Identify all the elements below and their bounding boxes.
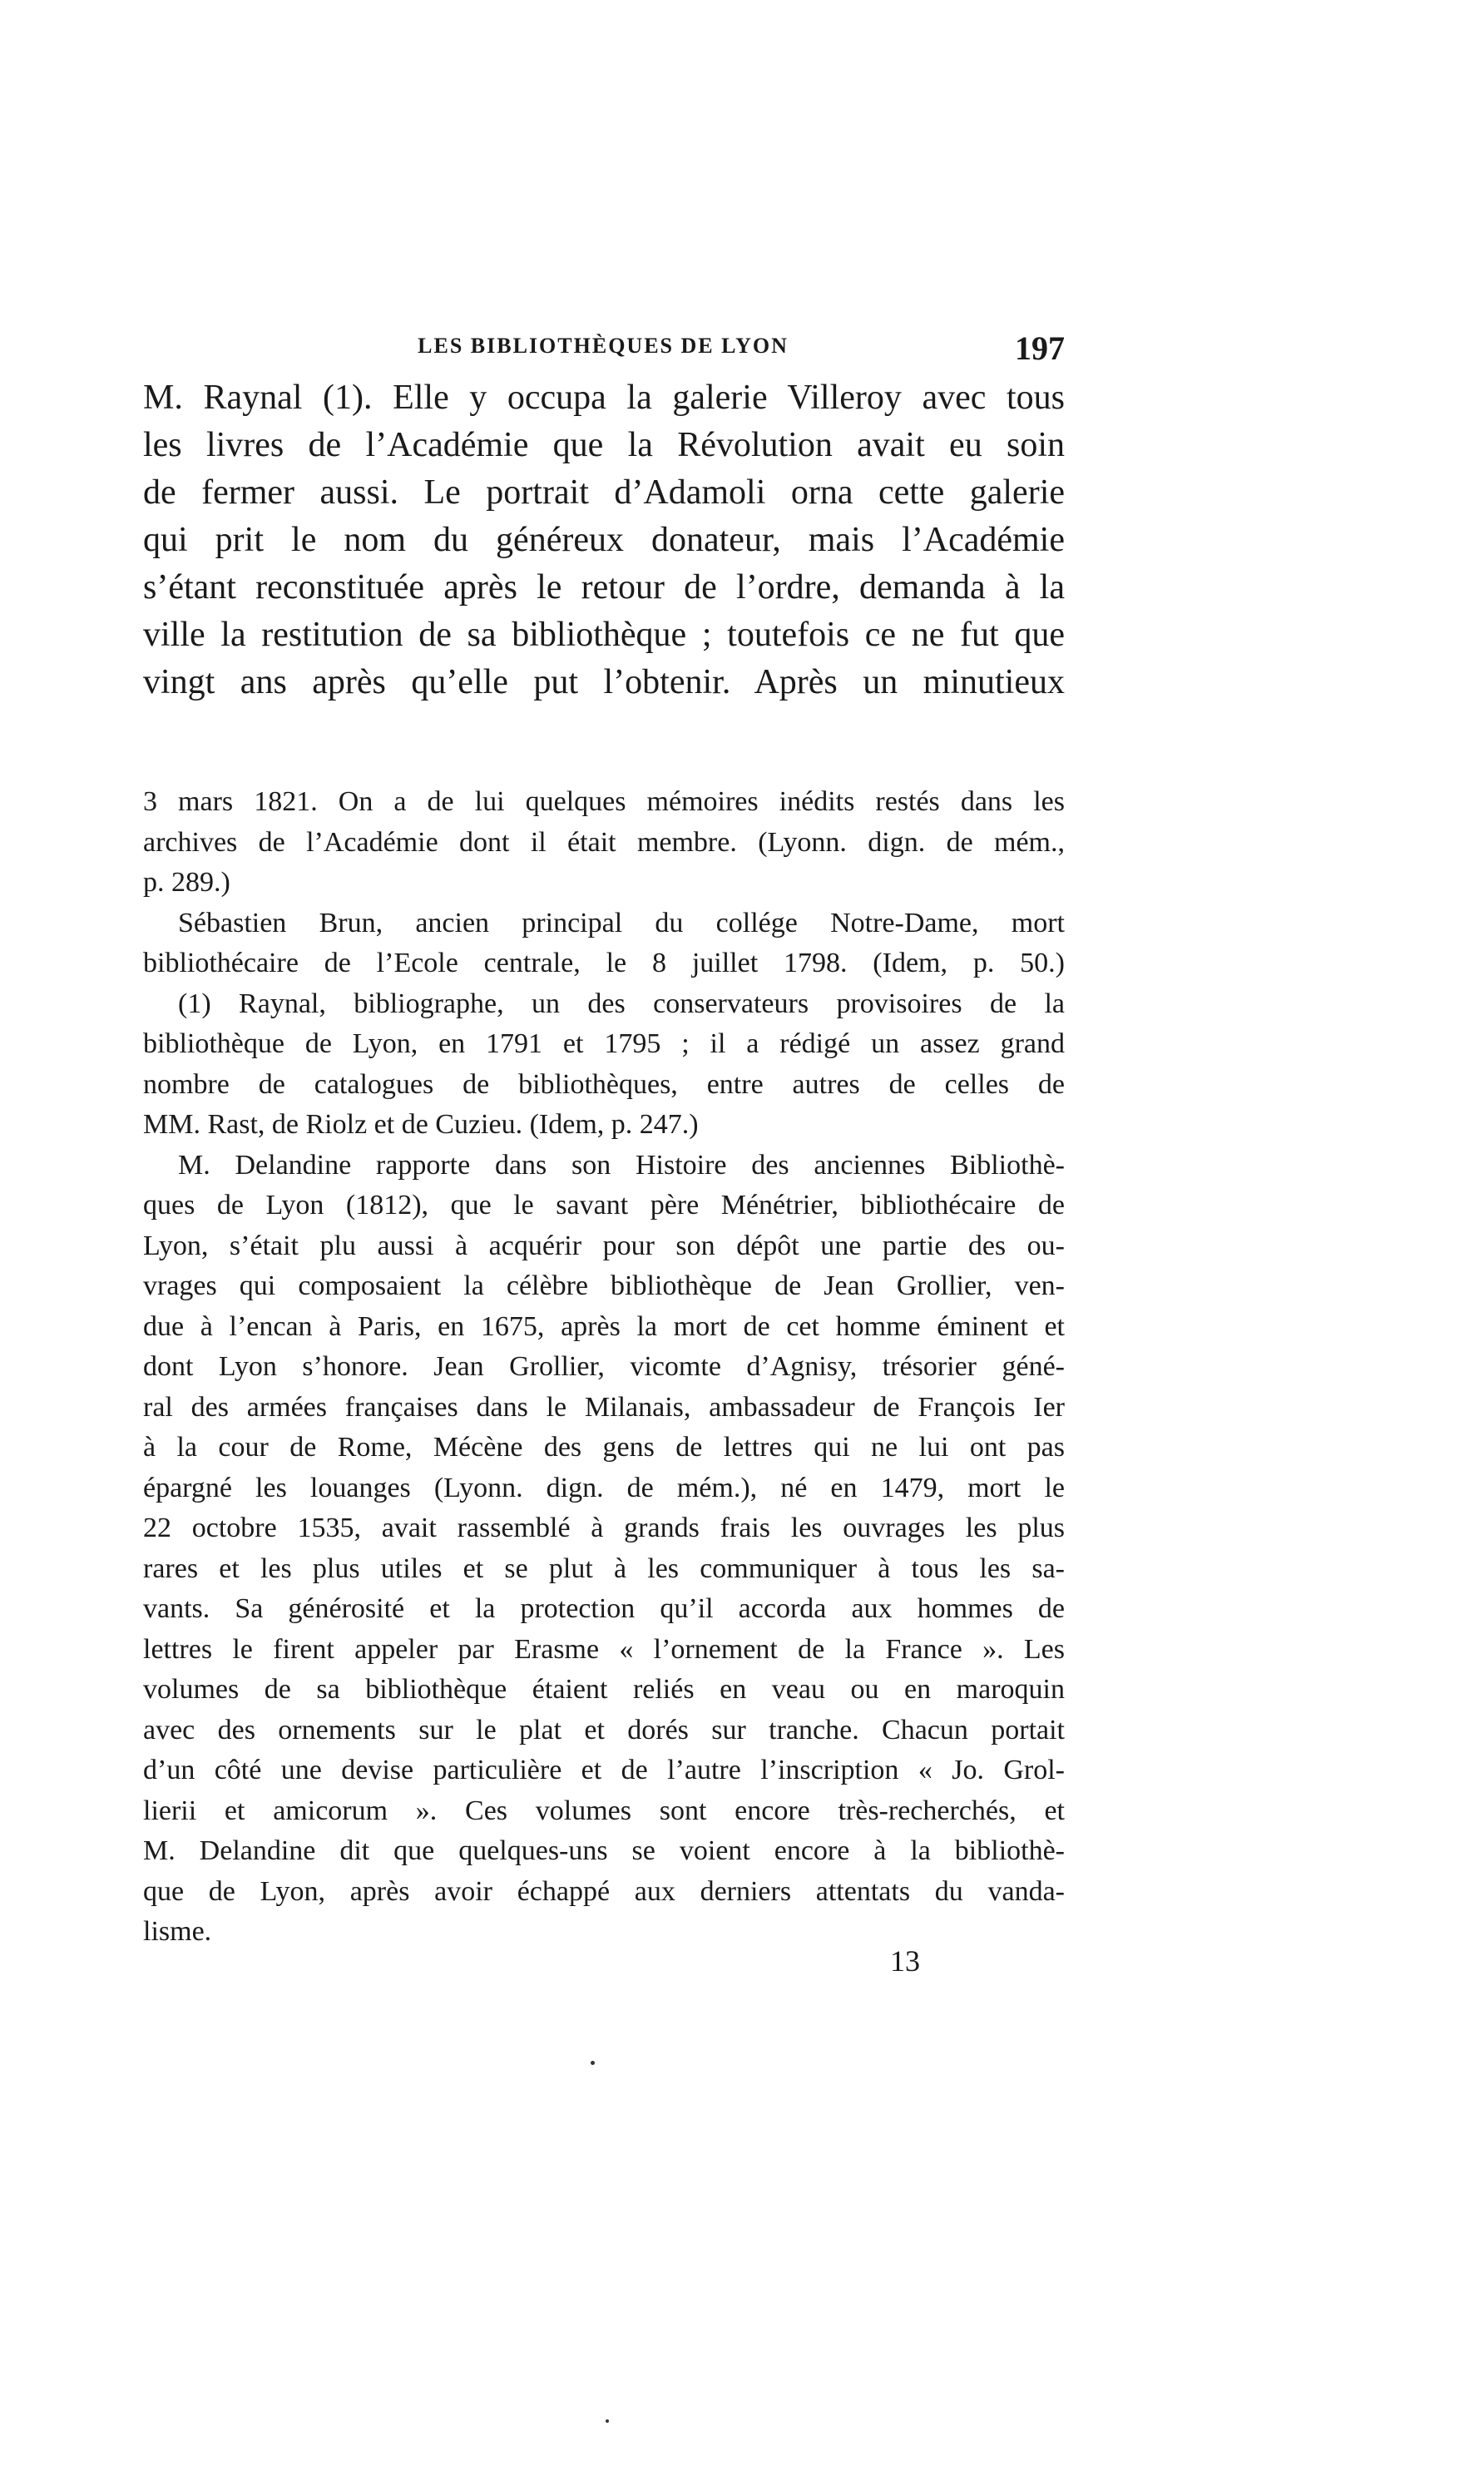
footnote-line: volumes de sa bibliothèque étaient reliés en veau ou en maroquin: [143, 1674, 1065, 1705]
main-text-line: qui prit le nom du généreux donateur, mais l’Académie: [143, 521, 1065, 559]
main-text-line: M. Raynal (1). Elle y occupa la galerie Villeroy avec tous: [143, 379, 1065, 417]
footnote-line: d’un côté une devise particulière et de l’autre l’inscription « Jo. Grol-: [143, 1755, 1065, 1785]
footnote-line: avec des ornements sur le plat et dorés sur tranche. Chacun portait: [143, 1714, 1065, 1746]
footnote-line: p. 289.): [143, 867, 230, 898]
footnotes: [143, 782, 1065, 1953]
main-text-line: de fermer aussi. Le portrait d’Adamoli orna cette galerie: [143, 473, 1065, 512]
main-text-line: s’étant reconstituée après le retour de l’ordre, demanda à la: [143, 568, 1065, 607]
footnote-line: nombre de catalogues de bibliothèques, entre autres de celles de: [143, 1068, 1065, 1100]
footnote-line: bibliothécaire de l’Ecole centrale, le 8 juillet 1798. (Idem, p. 50.): [143, 948, 1065, 978]
main-text-line: les livres de l’Académie que la Révolution avait eu soin: [143, 426, 1065, 464]
main-text-line: ville la restitution de sa bibliothèque ; toutefois ce ne fut que: [143, 616, 1065, 654]
running-head: [141, 329, 1065, 370]
footnote-line: rares et les plus utiles et se plut à les communiquer à tous les sa-: [143, 1552, 1065, 1584]
footnote-line: M. Delandine rapporte dans son Histoire des anciennes Bibliothè-: [178, 1149, 1065, 1181]
footnote-line: lierii et amicorum ». Ces volumes sont encore très-recherchés, et: [143, 1795, 1065, 1826]
footnote-line: vants. Sa générosité et la protection qu’il accorda aux hommes de: [143, 1593, 1065, 1624]
footnote-line: ral des armées françaises dans le Milanais, ambassadeur de François Ier: [143, 1391, 1065, 1423]
footnote-line: à la cour de Rome, Mécène des gens de lettres qui ne lui ont pas: [143, 1432, 1065, 1463]
footnote-line: M. Delandine dit que quelques-uns se voient encore à la bibliothè-: [143, 1835, 1065, 1866]
footnote-line: Lyon, s’était plu aussi à acquérir pour son dépôt une partie des ou-: [143, 1230, 1065, 1261]
footnote-line: vrages qui composaient la célèbre bibliothèque de Jean Grollier, ven-: [143, 1270, 1065, 1301]
main-text: [143, 374, 1065, 706]
footnote-line: ques de Lyon (1812), que le savant père Ménétrier, bibliothécaire de: [143, 1190, 1065, 1221]
footnote-line: dont Lyon s’honore. Jean Grollier, vicomte d’Agnisy, trésorier géné-: [143, 1351, 1065, 1382]
signature-mark: 13: [890, 1944, 920, 1978]
footnote-line: bibliothèque de Lyon, en 1791 et 1795 ; il a rédigé un assez grand: [143, 1028, 1065, 1059]
footnote-line: archives de l’Académie dont il était membre. (Lyonn. dign. de mém.,: [143, 826, 1065, 858]
footnote-line: épargné les louanges (Lyonn. dign. de mém.), né en 1479, mort le: [143, 1472, 1065, 1503]
footnote-line: 22 octobre 1535, avait rassemblé à grands frais les ouvrages les plus: [143, 1513, 1065, 1543]
footnote-line: lettres le firent appeler par Erasme « l’ornement de la France ». Les: [143, 1633, 1065, 1665]
footnote-line: lisme.: [143, 1916, 212, 1947]
running-title: LES BIBLIOTHÈQUES DE LYON: [418, 334, 789, 358]
footnote-line: 3 mars 1821. On a de lui quelques mémoires inédits restés dans les: [143, 786, 1065, 817]
footnote-line: que de Lyon, après avoir échappé aux derniers attentats du vanda-: [143, 1875, 1065, 1907]
page-number: 197: [1015, 329, 1065, 367]
ink-speck: [591, 2061, 595, 2065]
main-text-line: vingt ans après qu’elle put l’obtenir. Après un minutieux: [143, 663, 1065, 701]
footnote-line: MM. Rast, de Riolz et de Cuzieu. (Idem, p. 247.): [143, 1109, 699, 1140]
footnote-line: Sébastien Brun, ancien principal du collége Notre-Dame, mort: [178, 907, 1065, 938]
footnote-line: (1) Raynal, bibliographe, un des conservateurs provisoires de la: [178, 988, 1065, 1019]
footnote-line: due à l’encan à Paris, en 1675, après la mort de cet homme éminent et: [143, 1310, 1065, 1342]
ink-speck: [606, 2419, 609, 2423]
